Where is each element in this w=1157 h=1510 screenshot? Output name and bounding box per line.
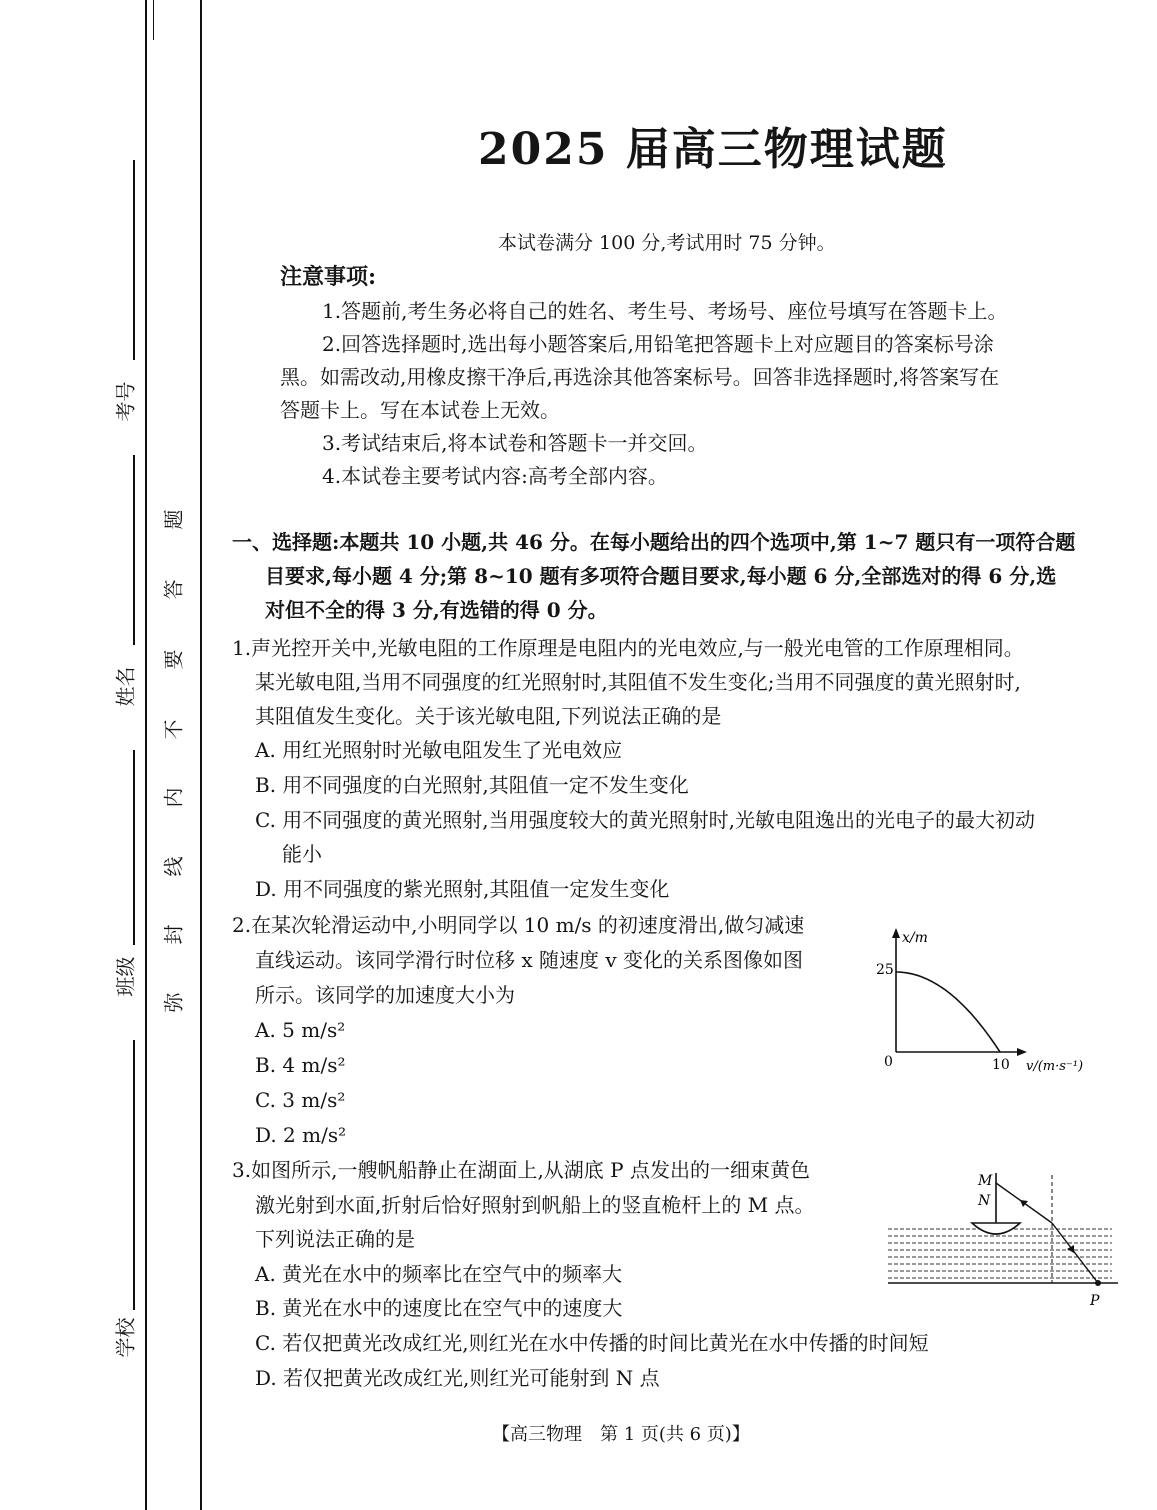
section-heading: 对但不全的得 3 分,有选错的得 0 分。	[265, 598, 608, 622]
origin-label: 0	[884, 1054, 893, 1070]
school-blank	[133, 1040, 135, 1310]
label-m: M	[978, 1173, 993, 1189]
q3-option-a: A. 黄光在水中的频率比在空气中的频率大	[255, 1262, 623, 1286]
seal-char: 答	[161, 579, 186, 600]
q2-option-a: A. 5 m/s²	[255, 1018, 346, 1042]
q2-stem: 所示。该同学的加速度大小为	[255, 983, 515, 1007]
margin-line-inner	[200, 0, 202, 1510]
notice-line: 4.本试卷主要考试内容:高考全部内容。	[322, 464, 668, 488]
q3-option-b: B. 黄光在水中的速度比在空气中的速度大	[255, 1296, 623, 1320]
q2-option-d: D. 2 m/s²	[255, 1123, 347, 1147]
q2-graph	[870, 920, 1110, 1080]
q3-stem: 激光射到水面,折射后恰好照射到帆船上的竖直桅杆上的 M 点。	[255, 1193, 815, 1217]
y-tick-label: 25	[876, 962, 894, 978]
q2-stem: 直线运动。该同学滑行时位移 x 随速度 v 变化的关系图像如图	[255, 948, 804, 972]
notice-line: 3.考试结束后,将本试卷和答题卡一并交回。	[322, 431, 708, 455]
seal-char: 封	[161, 924, 186, 945]
margin-line-outer	[145, 0, 147, 1510]
class-label: 班级	[113, 956, 138, 997]
seal-char: 弥	[161, 992, 186, 1013]
x-axis-label: v/(m·s⁻¹)	[1026, 1059, 1084, 1074]
name-blank	[133, 455, 135, 645]
section-heading: 一、选择题:本题共 10 小题,共 46 分。在每小题给出的四个选项中,第 1~7 题只有一项符合题	[232, 530, 1076, 554]
section-heading: 目要求,每小题 4 分;第 8~10 题有多项符合题目要求,每小题 6 分,全部选对的得 6 分,选	[265, 564, 1057, 588]
boat-hull	[972, 1223, 1020, 1234]
q1-stem: 1.声光控开关中,光敏电阻的工作原理是电阻内的光电效应,与一般光电管的工作原理相同。	[232, 636, 1024, 660]
q1-stem: 某光敏电阻,当用不同强度的红光照射时,其阻值不发生变化;当用不同强度的黄光照射时,	[255, 670, 1021, 694]
seal-char: 不	[161, 719, 186, 740]
seal-char: 线	[161, 856, 186, 877]
q1-option-d: D. 用不同强度的紫光照射,其阻值一定发生变化	[255, 877, 670, 901]
notice-line: 2.回答选择题时,选出每小题答案后,用铅笔把答题卡上对应题目的答案标号涂	[322, 332, 994, 356]
q3-stem: 下列说法正确的是	[255, 1227, 415, 1251]
q3-option-c: C. 若仅把黄光改成红光,则红光在水中传播的时间比黄光在水中传播的时间短	[255, 1331, 929, 1355]
q3-option-d: D. 若仅把黄光改成红光,则红光可能射到 N 点	[255, 1366, 660, 1390]
notice-line: 1.答题前,考生务必将自己的姓名、考生号、考场号、座位号填写在答题卡上。	[322, 299, 1008, 323]
seal-char: 题	[161, 509, 186, 530]
ray-arrow-air	[1020, 1200, 1028, 1207]
notice-line: 答题卡上。写在本试卷上无效。	[280, 398, 560, 422]
label-p: P	[1090, 1293, 1100, 1309]
page-footer: 【高三物理 第 1 页(共 6 页)】	[492, 1424, 750, 1445]
name-label: 姓名	[113, 666, 138, 707]
x-tick-label: 10	[992, 1057, 1010, 1073]
label-n: N	[978, 1193, 991, 1209]
seal-char: 内	[161, 787, 186, 808]
exam-no-label: 考号	[113, 381, 138, 422]
y-axis-arrow	[892, 928, 900, 938]
seal-char: 要	[161, 649, 186, 670]
incident-ray	[1052, 1223, 1098, 1283]
margin-line-left	[153, 0, 154, 40]
exam-no-blank	[133, 160, 135, 360]
notice-heading: 注意事项:	[280, 264, 377, 290]
q3-figure	[880, 1165, 1125, 1315]
exam-info: 本试卷满分 100 分,考试用时 75 分钟。	[498, 232, 836, 254]
x-axis-arrow	[1017, 1048, 1027, 1056]
class-blank	[133, 750, 135, 945]
xv-curve	[896, 972, 1000, 1052]
point-p	[1095, 1280, 1101, 1286]
y-axis-label: x/m	[902, 930, 928, 946]
q1-option-b: B. 用不同强度的白光照射,其阻值一定不发生变化	[255, 773, 689, 797]
page-title: 2025 届高三物理试题	[478, 124, 948, 175]
q3-stem: 3.如图所示,一艘帆船静止在湖面上,从湖底 P 点发出的一细束黄色	[232, 1158, 810, 1182]
water-lines	[888, 1229, 1112, 1278]
notice-line: 黑。如需改动,用橡皮擦干净后,再选涂其他答案标号。回答非选择题时,将答案写在	[280, 365, 1000, 389]
q1-option-c: C. 用不同强度的黄光照射,当用强度较大的黄光照射时,光敏电阻逸出的光电子的最大初动	[255, 808, 1036, 832]
q2-option-c: C. 3 m/s²	[255, 1088, 346, 1112]
q2-stem: 2.在某次轮滑运动中,小明同学以 10 m/s 的初速度滑出,做匀减速	[232, 913, 805, 937]
school-label: 学校	[113, 1317, 138, 1358]
q1-option-a: A. 用红光照射时光敏电阻发生了光电效应	[255, 738, 623, 762]
q1-stem: 其阻值发生变化。关于该光敏电阻,下列说法正确的是	[255, 704, 722, 728]
q2-option-b: B. 4 m/s²	[255, 1053, 346, 1077]
q1-option-c-cont: 能小	[282, 842, 322, 866]
